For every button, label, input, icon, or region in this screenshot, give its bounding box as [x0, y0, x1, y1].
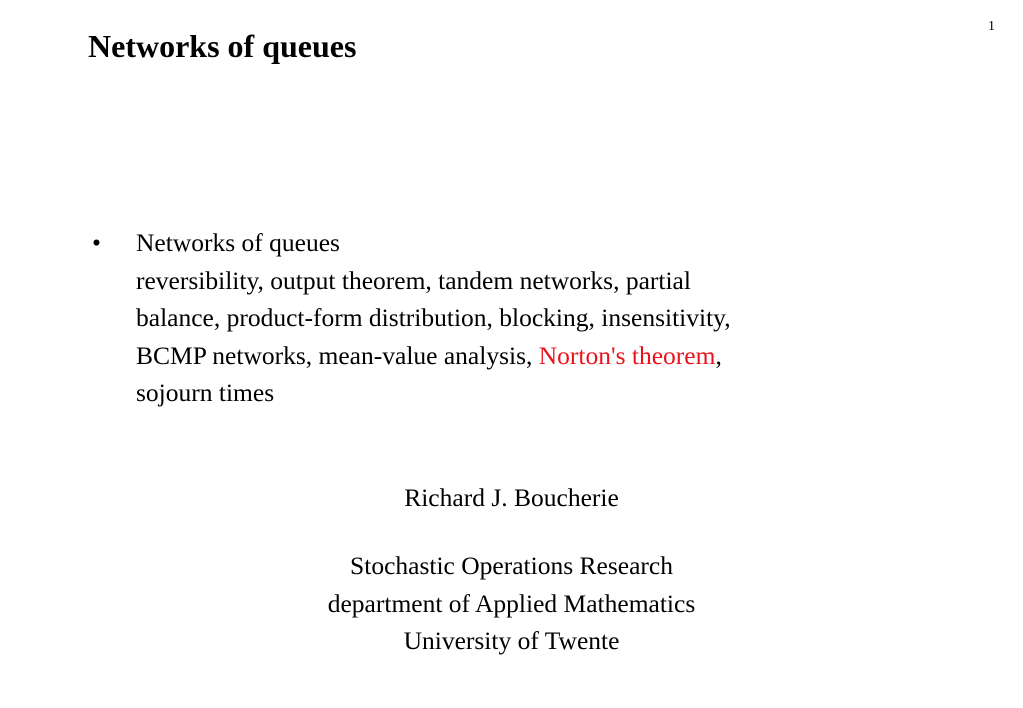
- bullet-heading: Networks of queues: [136, 228, 340, 257]
- page-number: 1: [988, 19, 995, 34]
- bullet-content: [136, 224, 993, 412]
- bullet-line-3-text: BCMP networks, mean-value analysis,: [136, 340, 539, 370]
- bullet-line-1: reversibility, output theorem, tandem networks, partial: [136, 265, 691, 295]
- affiliation: [0, 547, 1023, 660]
- bullet-line-3: [136, 337, 993, 375]
- affiliation-department: department of Applied Mathematics: [327, 588, 696, 618]
- bullet-marker: •: [92, 228, 101, 257]
- bullet-line-4: sojourn times: [136, 378, 275, 407]
- bullet-line-3-punctuation: ,: [715, 340, 722, 370]
- bullet-line-2: balance, product-form distribution, blocking, insensitivity,: [136, 303, 731, 332]
- bullet-item: [88, 224, 993, 412]
- highlighted-term: Norton's theorem: [538, 340, 716, 370]
- affiliation-university: University of Twente: [403, 626, 620, 655]
- affiliation-group: Stochastic Operations Research: [350, 551, 673, 580]
- author-name: Richard J. Boucherie: [404, 483, 619, 512]
- slide-title: Networks of queues: [88, 28, 357, 64]
